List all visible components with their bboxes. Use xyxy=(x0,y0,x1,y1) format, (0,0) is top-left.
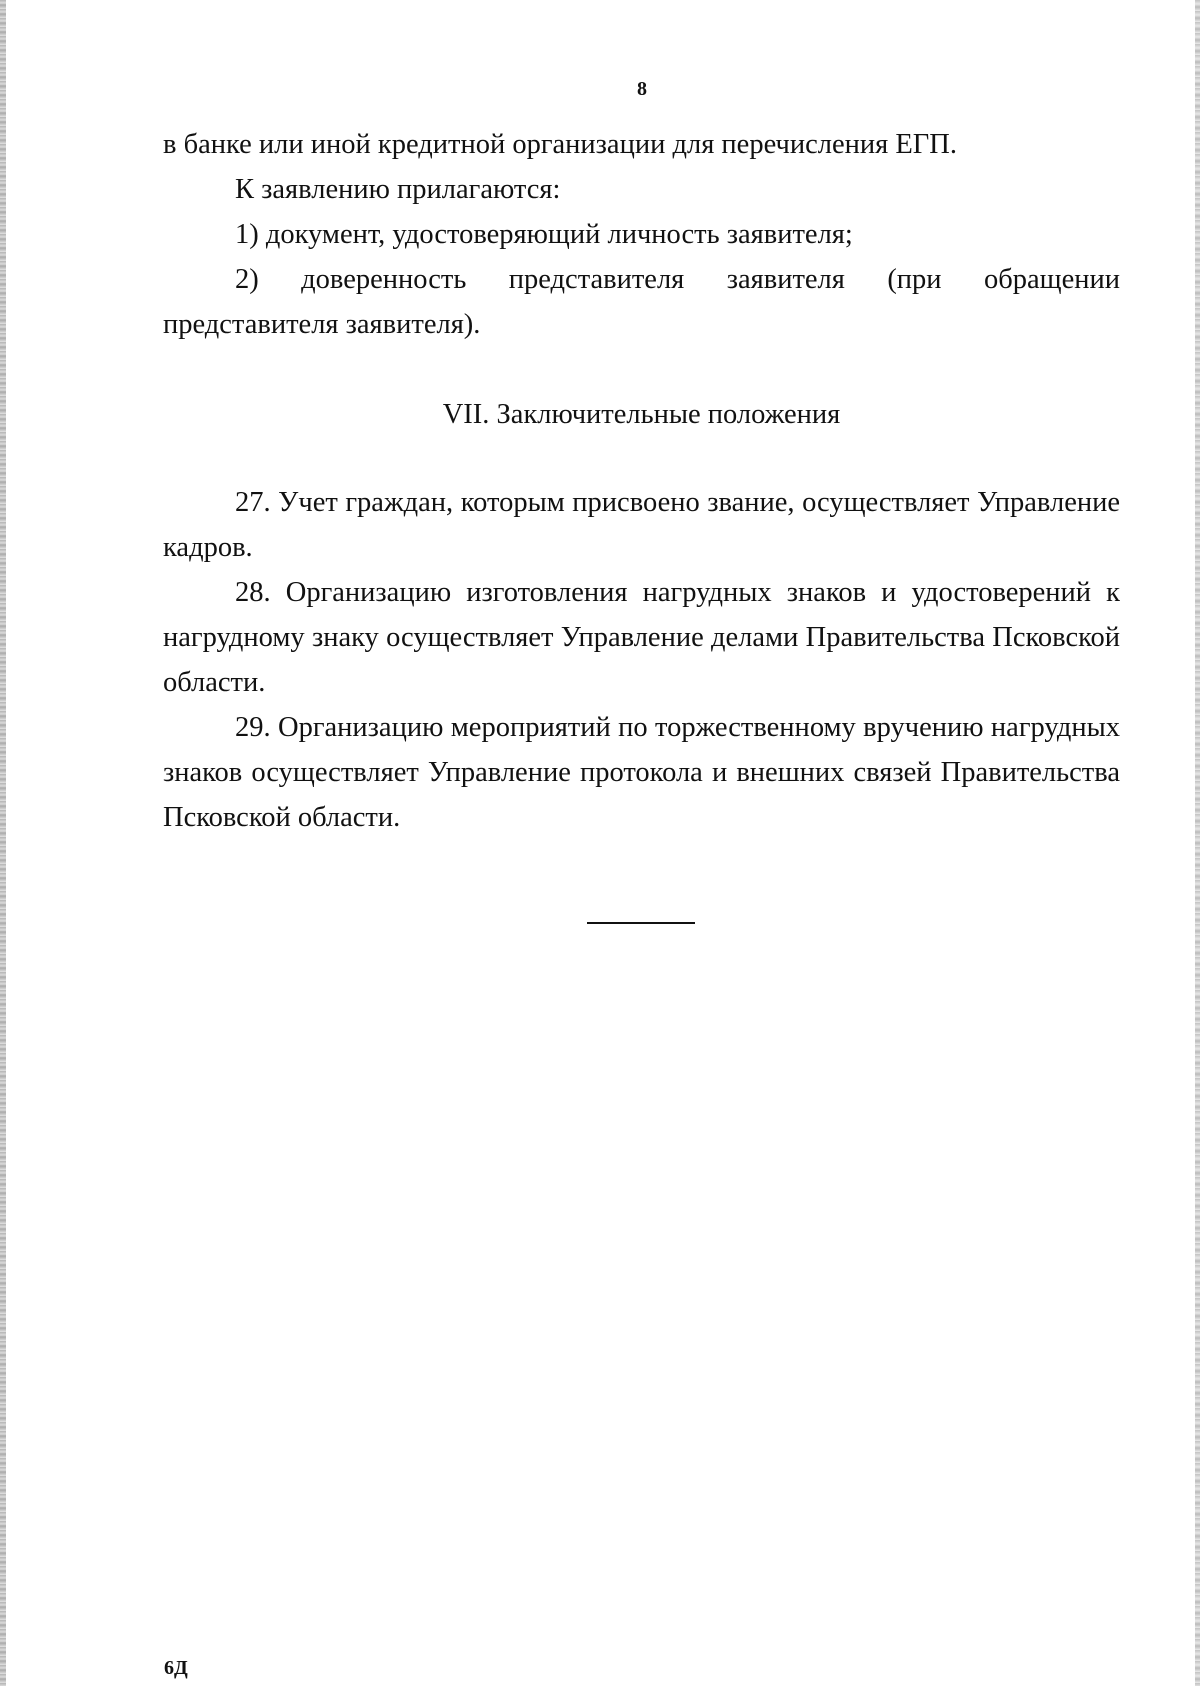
paragraph-attachment-1: 1) документ, удостоверяющий личность заявителя; xyxy=(235,219,853,250)
paragraph-attachment-2: 2) доверенность представителя заявителя (при обращении представителя заявителя). xyxy=(163,264,1120,340)
clause-29: 29. Организацию мероприятий по торжественному вручению нагрудных знаков осуществляет Управление протокола и внешних связей Правительства Псковской области. xyxy=(163,712,1120,833)
clause-27: 27. Учет граждан, которым присвоено звание, осуществляет Управление кадров. xyxy=(163,487,1120,563)
page-number: 8 xyxy=(637,78,647,100)
top-text-block xyxy=(163,122,1120,347)
scan-edge-right xyxy=(1195,0,1200,1686)
section-body xyxy=(163,480,1120,840)
section-heading: VII. Заключительные положения xyxy=(442,399,841,430)
paragraph-attachments-intro: К заявлению прилагаются: xyxy=(235,174,561,205)
end-of-document-rule xyxy=(587,922,695,924)
paragraph-continuation: в банке или иной кредитной организации для перечисления ЕГП. xyxy=(163,129,957,160)
clause-28: 28. Организацию изготовления нагрудных знаков и удостоверений к нагрудному знаку осуществляет Управление делами Правительства Псковской области. xyxy=(163,577,1120,698)
footer-mark: 6Д xyxy=(164,1657,188,1679)
scan-edge-left xyxy=(0,0,6,1686)
